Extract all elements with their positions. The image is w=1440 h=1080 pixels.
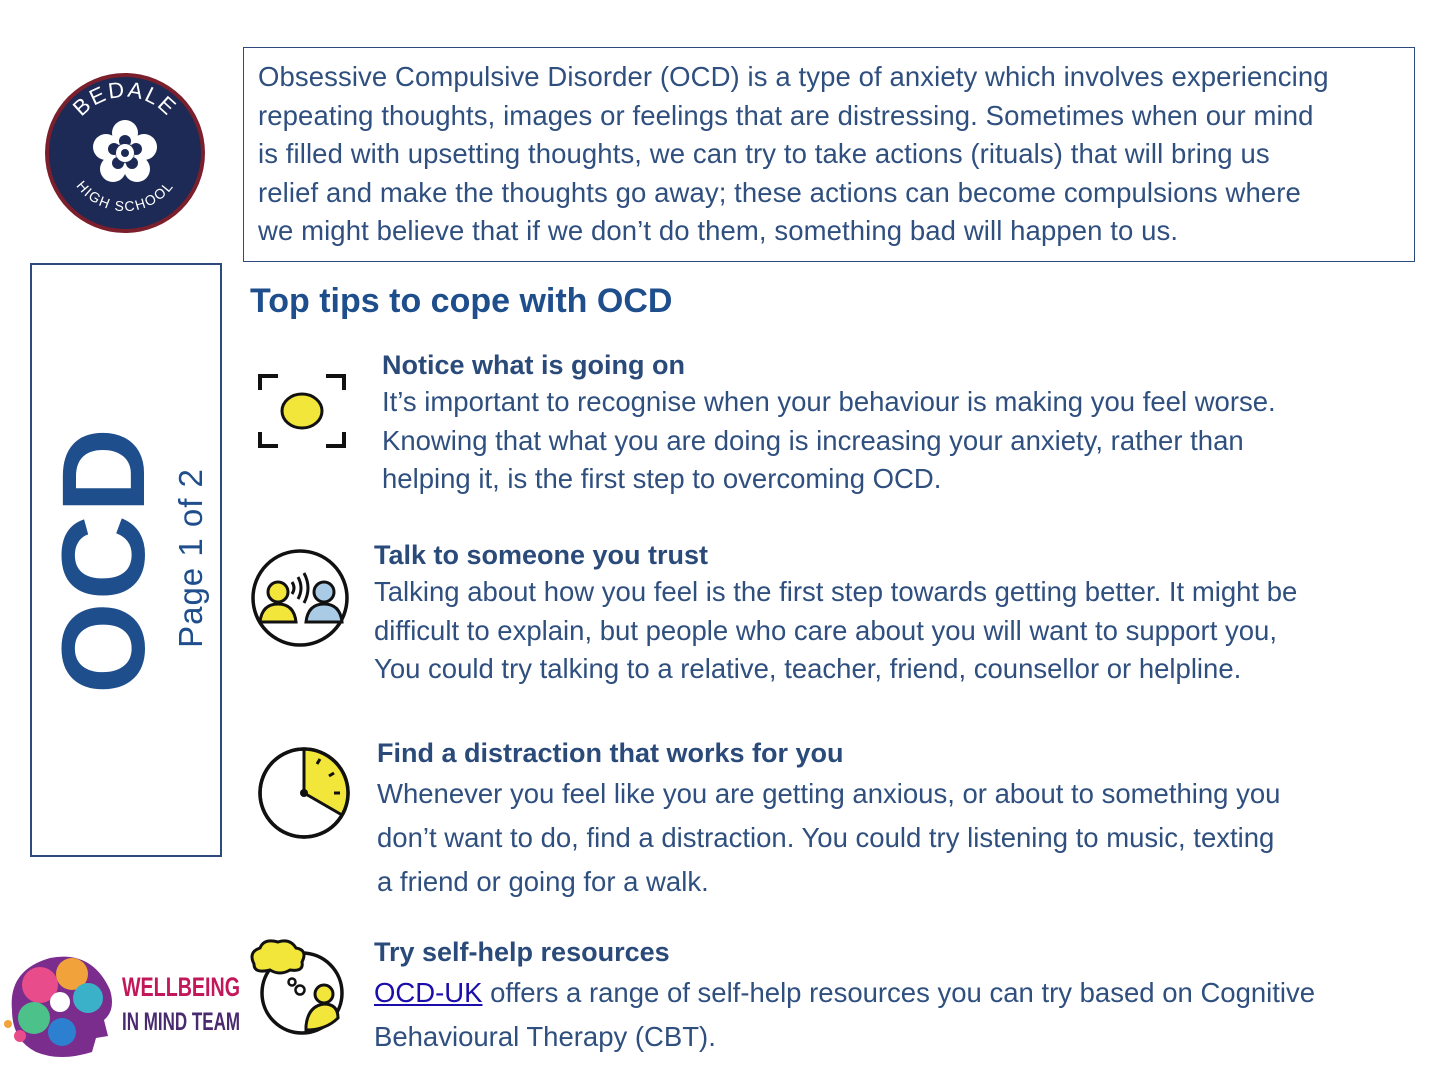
tip-line: a friend or going for a walk. <box>377 866 709 897</box>
head-graphic <box>4 957 112 1057</box>
tip-line: helping it, is the first step to overcoming OCD. <box>382 463 942 494</box>
wellbeing-logo <box>0 940 245 1065</box>
tip-line: Knowing that what you are doing is increasing your anxiety, rather than <box>382 424 1244 456</box>
tip-title: Try self-help resources <box>374 937 670 967</box>
side-title: OCD <box>38 425 170 695</box>
tip-line <box>374 971 1394 1015</box>
section-heading: Top tips to cope with OCD <box>250 282 673 320</box>
intro-line: repeating thoughts, images or feelings that are distressing. Sometimes when our mind <box>258 99 1314 131</box>
wellbeing-text: WELLBEING <box>122 972 240 1002</box>
page-indicator: Page 1 of 2 <box>172 468 209 648</box>
intro-line: we might believe that if we don’t do them, something bad will happen to us. <box>258 215 1179 246</box>
tip-line: It’s important to recognise when your behaviour is making you feel worse. <box>382 386 1276 417</box>
tip-line: difficult to explain, but people who care about you will want to support you, <box>374 614 1277 646</box>
tip-talk <box>374 537 1394 689</box>
tip-title: Notice what is going on <box>382 350 685 380</box>
tip-self-help <box>374 933 1394 1059</box>
tip-title: Find a distraction that works for you <box>377 738 844 768</box>
intro-line: Obsessive Compulsive Disorder (OCD) is a type of anxiety which involves experiencing <box>258 61 1329 92</box>
tip-title: Talk to someone you trust <box>374 540 709 570</box>
ocd-uk-link[interactable]: OCD-UK <box>374 977 483 1008</box>
tip-line: Whenever you feel like you are getting anxious, or about to something you <box>377 778 1281 809</box>
intro-line: is filled with upsetting thoughts, we can try to take actions (rituals) that will bring us <box>258 138 1270 169</box>
people-talking-icon <box>250 548 350 648</box>
tip-line: don’t want to do, find a distraction. You could try listening to music, texting <box>377 822 1275 853</box>
tip-line: Behavioural Therapy (CBT). <box>374 1021 716 1052</box>
tip-distraction <box>377 734 1377 904</box>
tip-line: Talking about how you feel is the first step towards getting better. It might be <box>374 576 1298 607</box>
intro-line: relief and make the thoughts go away; these actions can become compulsions where <box>258 176 1301 208</box>
school-name-top: BEDALE <box>67 76 183 121</box>
thought-bubble-icon <box>246 938 350 1036</box>
school-name-bottom: HIGH SCHOOL <box>73 177 177 215</box>
clock-icon <box>256 745 352 841</box>
focus-icon <box>252 370 352 452</box>
school-logo <box>44 72 206 234</box>
tip-line: You could try talking to a relative, teacher, friend, counsellor or helpline. <box>374 653 1242 684</box>
intro-box <box>243 47 1415 262</box>
mind-team-text: IN MIND TEAM <box>122 1008 240 1036</box>
tip-line-rest: offers a range of self-help resources you can try based on Cognitive <box>482 977 1316 1008</box>
tip-notice <box>382 347 1382 499</box>
